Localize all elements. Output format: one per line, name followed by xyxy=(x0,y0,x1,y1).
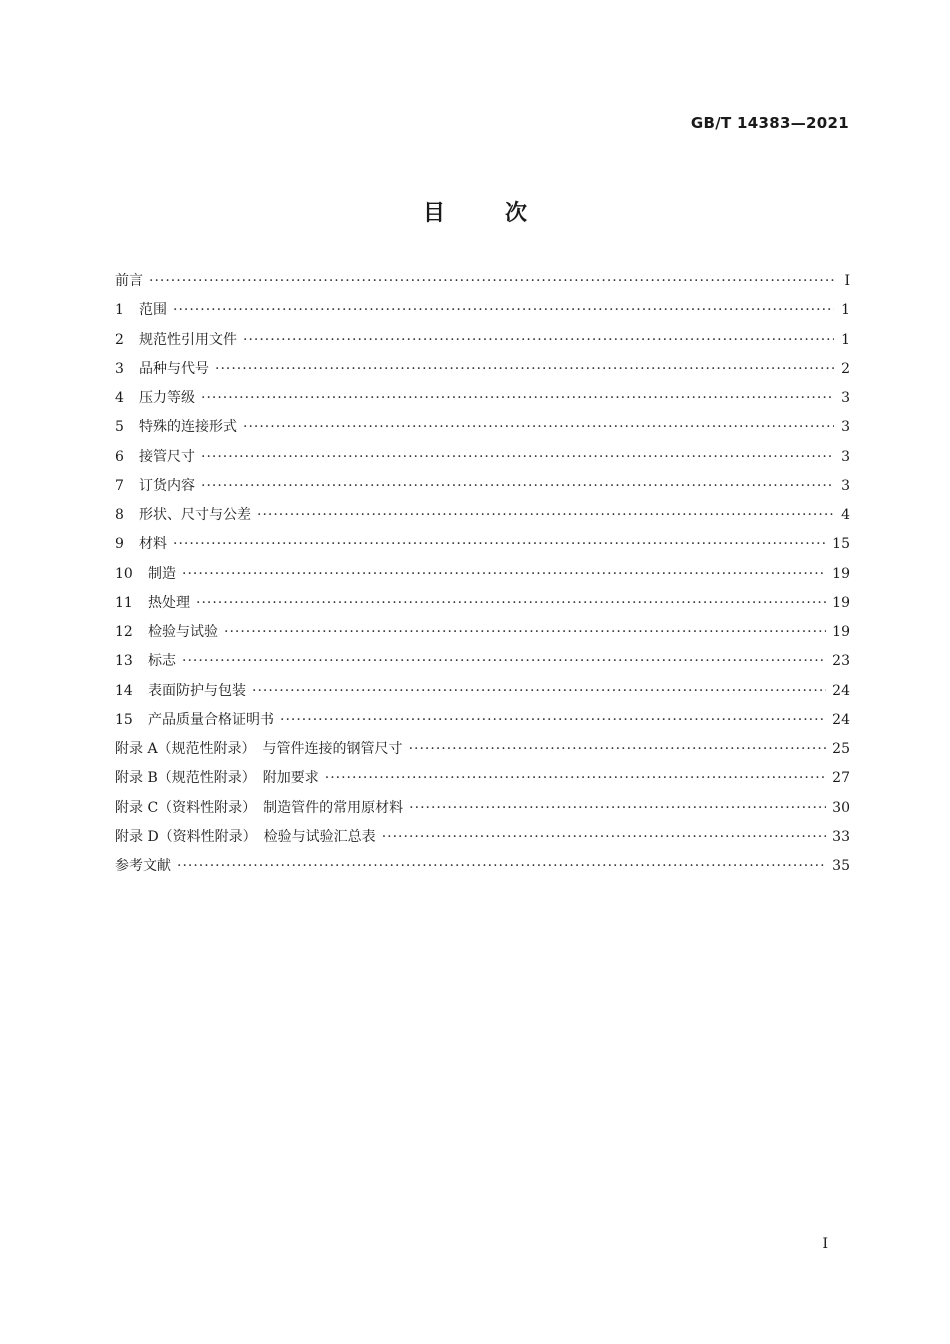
toc-entry-leader xyxy=(201,390,834,406)
toc-entry[interactable] xyxy=(115,533,850,562)
toc-entry[interactable] xyxy=(115,416,850,445)
toc-entry-leader xyxy=(177,858,826,874)
toc-entry[interactable] xyxy=(115,797,850,826)
toc-entry-number: 1 xyxy=(115,302,124,319)
toc-entry[interactable] xyxy=(115,299,850,328)
toc-entry[interactable] xyxy=(115,387,850,416)
toc-entry-leader xyxy=(173,536,826,552)
toc-entry[interactable] xyxy=(115,329,850,358)
toc-entry-label: 热处理 xyxy=(148,594,190,611)
toc-entry-number: 11 xyxy=(115,594,133,611)
toc-entry-label: 附录 A（规范性附录） 与管件连接的钢管尺寸 xyxy=(115,741,403,757)
toc-entry[interactable] xyxy=(115,826,850,855)
toc-entry[interactable] xyxy=(115,621,850,650)
toc-entry[interactable] xyxy=(115,592,850,621)
toc-entry-number: 14 xyxy=(115,682,133,699)
toc-entry[interactable] xyxy=(115,446,850,475)
toc-entry-page: 3 xyxy=(841,477,850,494)
toc-entry-number: 10 xyxy=(115,565,133,582)
toc-entry-leader xyxy=(173,302,834,318)
toc-entry[interactable] xyxy=(115,680,850,709)
toc-entry-page: 2 xyxy=(841,360,850,377)
toc-entry-page: 15 xyxy=(832,536,850,553)
page-title: 目次 xyxy=(422,201,587,226)
toc-entry[interactable] xyxy=(115,475,850,504)
toc-entry-label: 附录 D（资料性附录） 检验与试验汇总表 xyxy=(115,828,376,845)
toc-entry-number: 6 xyxy=(115,448,124,465)
toc-entry-page: 33 xyxy=(832,828,850,845)
toc-entry-number: 13 xyxy=(115,653,133,670)
toc-entry-label: 产品质量合格证明书 xyxy=(148,711,274,728)
toc-entry-page: 35 xyxy=(832,858,850,874)
toc-entry-label: 形状、尺寸与公差 xyxy=(139,507,251,523)
toc-entry[interactable] xyxy=(115,270,850,299)
toc-entry-leader xyxy=(201,478,834,494)
toc-entry-leader xyxy=(201,449,834,465)
toc-entry-label: 制造 xyxy=(148,565,176,582)
table-of-contents xyxy=(115,270,850,884)
toc-entry-label: 订货内容 xyxy=(139,477,195,494)
toc-entry[interactable] xyxy=(115,855,850,884)
toc-entry-page: 30 xyxy=(832,799,850,816)
toc-entry-leader xyxy=(409,800,826,816)
toc-entry-label: 范围 xyxy=(139,302,167,319)
toc-entry-page: 1 xyxy=(841,331,850,348)
toc-entry-number: 8 xyxy=(115,507,124,523)
toc-entry-leader xyxy=(243,332,834,348)
toc-entry-page: Ⅰ xyxy=(844,273,850,289)
toc-entry-page: 3 xyxy=(841,419,850,436)
toc-entry-page: 19 xyxy=(832,565,850,582)
page-number: Ⅰ xyxy=(822,1236,828,1252)
toc-entry-label: 材料 xyxy=(139,536,167,553)
toc-entry-leader xyxy=(224,624,826,640)
toc-entry-label: 压力等级 xyxy=(139,390,195,406)
toc-entry-leader xyxy=(257,507,834,523)
toc-entry-number: 12 xyxy=(115,624,133,640)
toc-entry-leader xyxy=(382,829,826,845)
toc-entry-number: 15 xyxy=(115,711,133,728)
toc-entry-label: 规范性引用文件 xyxy=(139,331,237,348)
toc-entry-number: 4 xyxy=(115,390,124,406)
toc-entry-label: 表面防护与包装 xyxy=(148,682,246,699)
toc-entry-page: 24 xyxy=(832,682,850,699)
toc-entry-page: 3 xyxy=(841,448,850,465)
toc-entry[interactable] xyxy=(115,709,850,738)
toc-entry[interactable] xyxy=(115,650,850,679)
toc-entry-page: 1 xyxy=(841,302,850,319)
toc-entry-number: 9 xyxy=(115,536,124,553)
toc-entry-label: 标志 xyxy=(148,653,176,670)
toc-entry-label: 检验与试验 xyxy=(148,624,218,640)
toc-entry-label: 品种与代号 xyxy=(139,360,209,377)
toc-entry-leader xyxy=(149,273,834,289)
toc-entry-leader xyxy=(252,683,826,699)
toc-entry[interactable] xyxy=(115,738,850,767)
toc-entry-label: 特殊的连接形式 xyxy=(139,419,237,436)
toc-entry-number: 5 xyxy=(115,419,124,436)
toc-entry-page: 19 xyxy=(832,594,850,611)
toc-entry-leader xyxy=(325,770,826,786)
standard-code: GB/T 14383—2021 xyxy=(690,114,849,132)
toc-entry-leader xyxy=(182,653,826,669)
toc-entry-page: 25 xyxy=(832,741,850,757)
toc-entry-page: 3 xyxy=(841,390,850,406)
toc-entry[interactable] xyxy=(115,504,850,533)
toc-entry-number: 7 xyxy=(115,477,124,494)
toc-entry-leader xyxy=(243,419,834,435)
toc-entry-leader xyxy=(409,741,827,757)
toc-entry-number: 3 xyxy=(115,360,124,377)
toc-entry-label: 附录 B（规范性附录） 附加要求 xyxy=(115,770,319,787)
toc-entry[interactable] xyxy=(115,358,850,387)
toc-entry-page: 4 xyxy=(841,507,850,523)
toc-entry-label: 附录 C（资料性附录） 制造管件的常用原材料 xyxy=(115,799,404,816)
toc-entry-page: 19 xyxy=(832,624,850,640)
toc-entry-leader xyxy=(196,595,826,611)
toc-entry-page: 27 xyxy=(832,770,850,787)
toc-entry-leader xyxy=(280,712,826,728)
toc-entry-number: 2 xyxy=(115,331,124,348)
toc-entry-leader xyxy=(182,566,826,582)
toc-entry-label: 前言 xyxy=(115,273,143,289)
toc-entry-page: 24 xyxy=(832,711,850,728)
toc-entry-label: 接管尺寸 xyxy=(139,448,195,465)
toc-entry-leader xyxy=(215,361,834,377)
toc-entry[interactable] xyxy=(115,563,850,592)
toc-entry[interactable] xyxy=(115,767,850,796)
toc-entry-label: 参考文献 xyxy=(115,858,171,874)
toc-entry-page: 23 xyxy=(832,653,850,670)
